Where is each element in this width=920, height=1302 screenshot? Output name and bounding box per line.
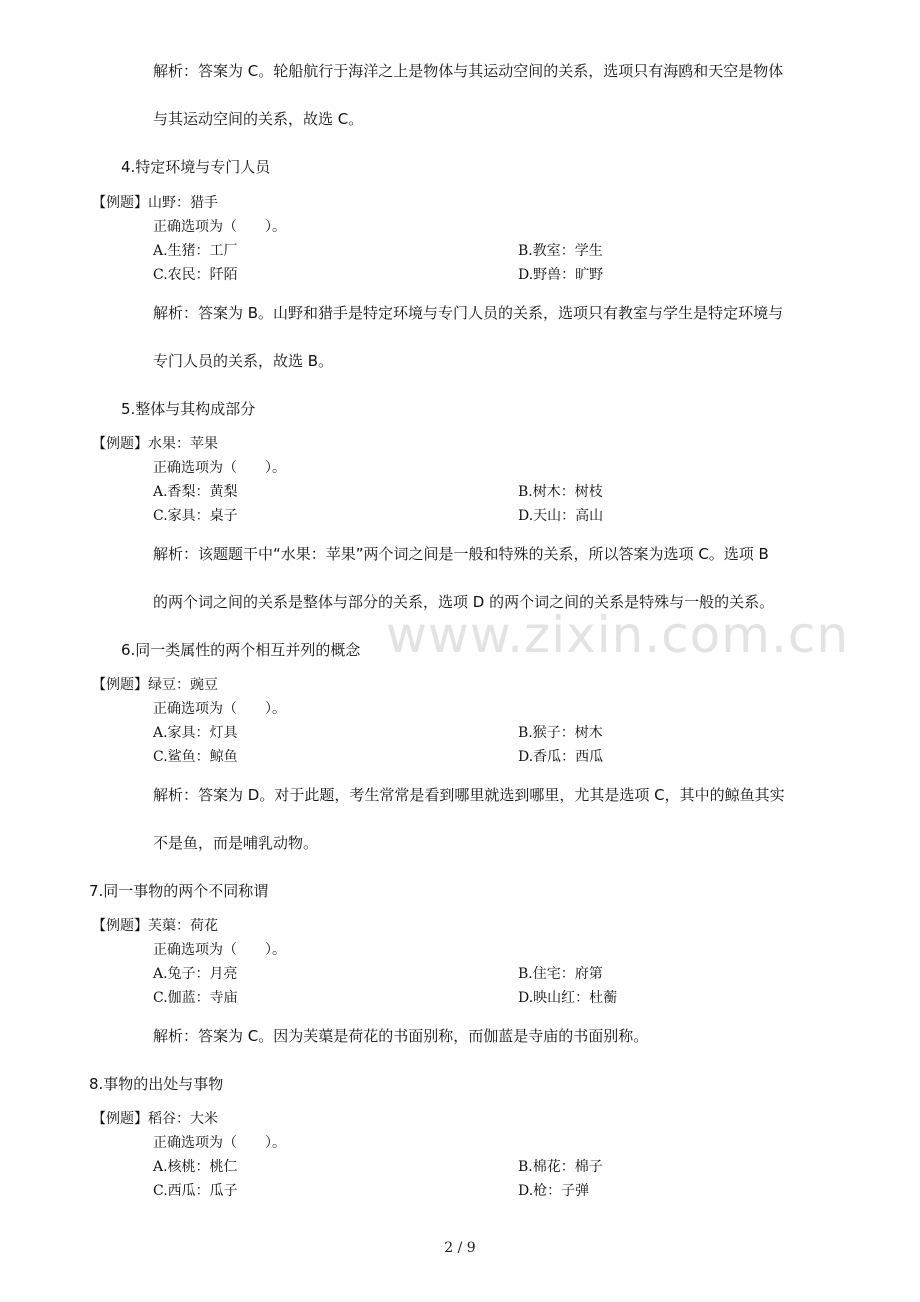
analysis-line: 不是鱼，而是哺乳动物。 [153,834,319,852]
analysis-line: 的两个词之间的关系是整体与部分的关系，选项 D 的两个词之间的关系是特殊与一般的关系。 [153,593,775,611]
section-heading: 6.同一类属性的两个相互并列的概念 [121,641,361,659]
example-question: 【例题】山野：猎手 [92,195,218,211]
analysis-line: 解析：答案为 C。轮船航行于海洋之上是物体与其运动空间的关系，选项只有海鸥和天空是物体 [153,62,784,80]
option-a: A.生猪：工厂 [153,243,238,259]
analysis-line: 专门人员的关系，故选 B。 [153,352,334,370]
option-d: D.映山红：杜蘅 [518,990,618,1006]
option-d: D.天山：高山 [518,508,604,524]
option-a: A.香梨：黄梨 [153,484,238,500]
example-question: 【例题】绿豆：豌豆 [92,677,218,693]
option-b: B.树木：树枝 [518,484,603,500]
option-c: C.鲨鱼：鲸鱼 [153,749,238,765]
section-heading: 5.整体与其构成部分 [121,400,256,418]
option-c: C.家具：桌子 [153,508,238,524]
analysis-line: 解析：该题题干中“水果：苹果”两个词之间是一般和特殊的关系，所以答案为选项 C。选项 B [153,545,769,563]
option-c: C.西瓜：瓜子 [153,1183,238,1199]
option-b: B.教室：学生 [518,243,603,259]
option-a: A.兔子：月亮 [153,966,238,982]
example-question: 【例题】芙蕖：荷花 [92,918,218,934]
option-d: D.枪：子弹 [518,1183,590,1199]
answer-prompt: 正确选项为（ ）。 [153,460,286,476]
page-number: 2 / 9 [444,1240,476,1256]
option-b: B.住宅：府第 [518,966,603,982]
answer-prompt: 正确选项为（ ）。 [153,219,286,235]
analysis-line: 解析：答案为 D。对于此题，考生常常是看到哪里就选到哪里，尤其是选项 C，其中的鲸鱼其实 [153,786,785,804]
analysis-line: 解析：答案为 C。因为芙蕖是荷花的书面别称，而伽蓝是寺庙的书面别称。 [153,1027,649,1045]
option-c: C.农民：阡陌 [153,267,238,283]
option-a: A.核桃：桃仁 [153,1159,238,1175]
example-question: 【例题】稻谷：大米 [92,1111,218,1127]
analysis-line: 与其运动空间的关系，故选 C。 [153,110,364,128]
option-b: B.棉花：棉子 [518,1159,603,1175]
option-c: C.伽蓝：寺庙 [153,990,238,1006]
option-a: A.家具：灯具 [153,725,238,741]
section-heading: 7.同一事物的两个不同称谓 [89,882,269,900]
answer-prompt: 正确选项为（ ）。 [153,701,286,717]
example-question: 【例题】水果：苹果 [92,436,218,452]
section-heading: 8.事物的出处与事物 [89,1075,224,1093]
answer-prompt: 正确选项为（ ）。 [153,942,286,958]
analysis-line: 解析：答案为 B。山野和猎手是特定环境与专门人员的关系，选项只有教室与学生是特定环境与 [153,304,784,322]
option-b: B.猴子：树木 [518,725,603,741]
answer-prompt: 正确选项为（ ）。 [153,1135,286,1151]
option-d: D.香瓜：西瓜 [518,749,604,765]
watermark: www.zixin.com.cn [386,606,850,664]
option-d: D.野兽：旷野 [518,267,604,283]
section-heading: 4.特定环境与专门人员 [121,158,271,176]
